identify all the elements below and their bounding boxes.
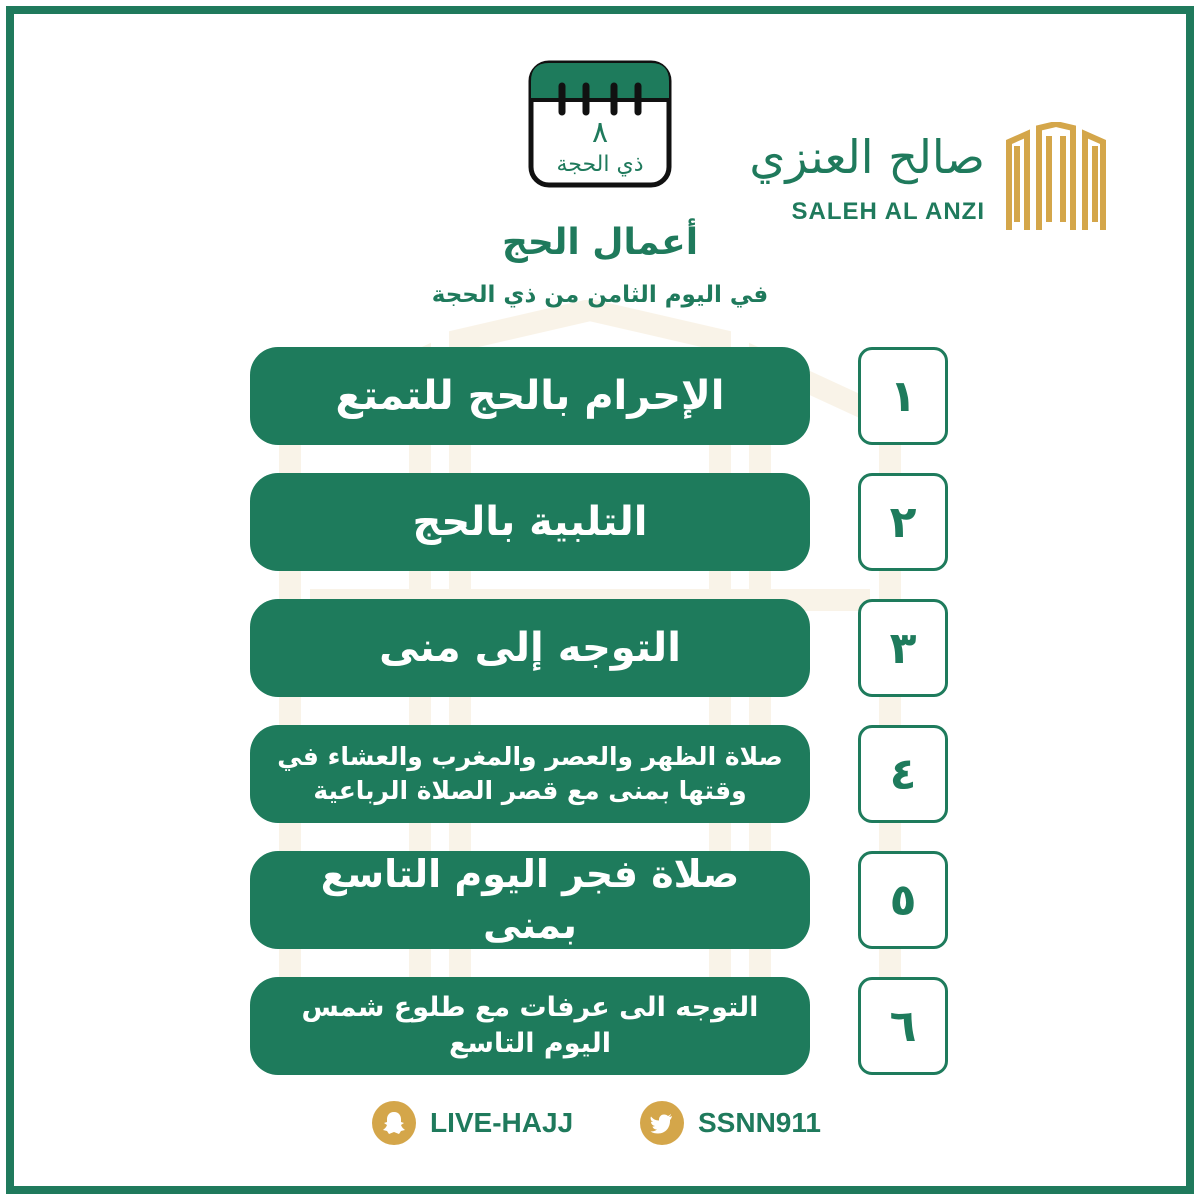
twitter-bird-glyph	[649, 1110, 675, 1136]
twitter-handle: SSNN911	[698, 1107, 821, 1138]
step-5-text: صلاة فجر اليوم التاسع بمنى	[250, 851, 810, 949]
calendar-icon	[528, 60, 672, 188]
snapchat-link[interactable]	[372, 1100, 573, 1146]
snapchat-ghost-glyph	[381, 1110, 407, 1136]
step-4-text: صلاة الظهر والعصر والمغرب والعشاء في وقتها بمنى مع قصر الصلاة الرباعية	[250, 725, 810, 823]
page-title: أعمال الحج	[501, 222, 699, 263]
brand-name-english: SALEH AL ANZI	[791, 198, 985, 225]
step-6-text: التوجه الى عرفات مع طلوع شمس اليوم التاسع	[250, 977, 810, 1075]
calendar-month: ذي الحجة	[556, 152, 644, 177]
brand-name-arabic: صالح العنزي	[749, 130, 985, 184]
step-2-text: التلبية بالحج	[250, 473, 810, 571]
calendar-day: ٨	[591, 115, 609, 150]
step-4-number: ٤	[858, 725, 948, 823]
step-1-number: ١	[858, 347, 948, 445]
twitter-link[interactable]	[640, 1100, 821, 1146]
step-2-number: ٢	[858, 473, 948, 571]
page-subtitle: في اليوم الثامن من ذي الحجة	[431, 282, 769, 308]
step-5-number: ٥	[858, 851, 948, 949]
twitter-icon	[640, 1101, 684, 1145]
step-3-text: التوجه إلى منى	[250, 599, 810, 697]
step-6-number: ٦	[858, 977, 948, 1075]
snapchat-icon	[372, 1101, 416, 1145]
brand-logo	[1005, 122, 1107, 230]
snapchat-handle: LIVE-HAJJ	[430, 1107, 574, 1138]
step-1-text: الإحرام بالحج للتمتع	[250, 347, 810, 445]
step-3-number: ٣	[858, 599, 948, 697]
